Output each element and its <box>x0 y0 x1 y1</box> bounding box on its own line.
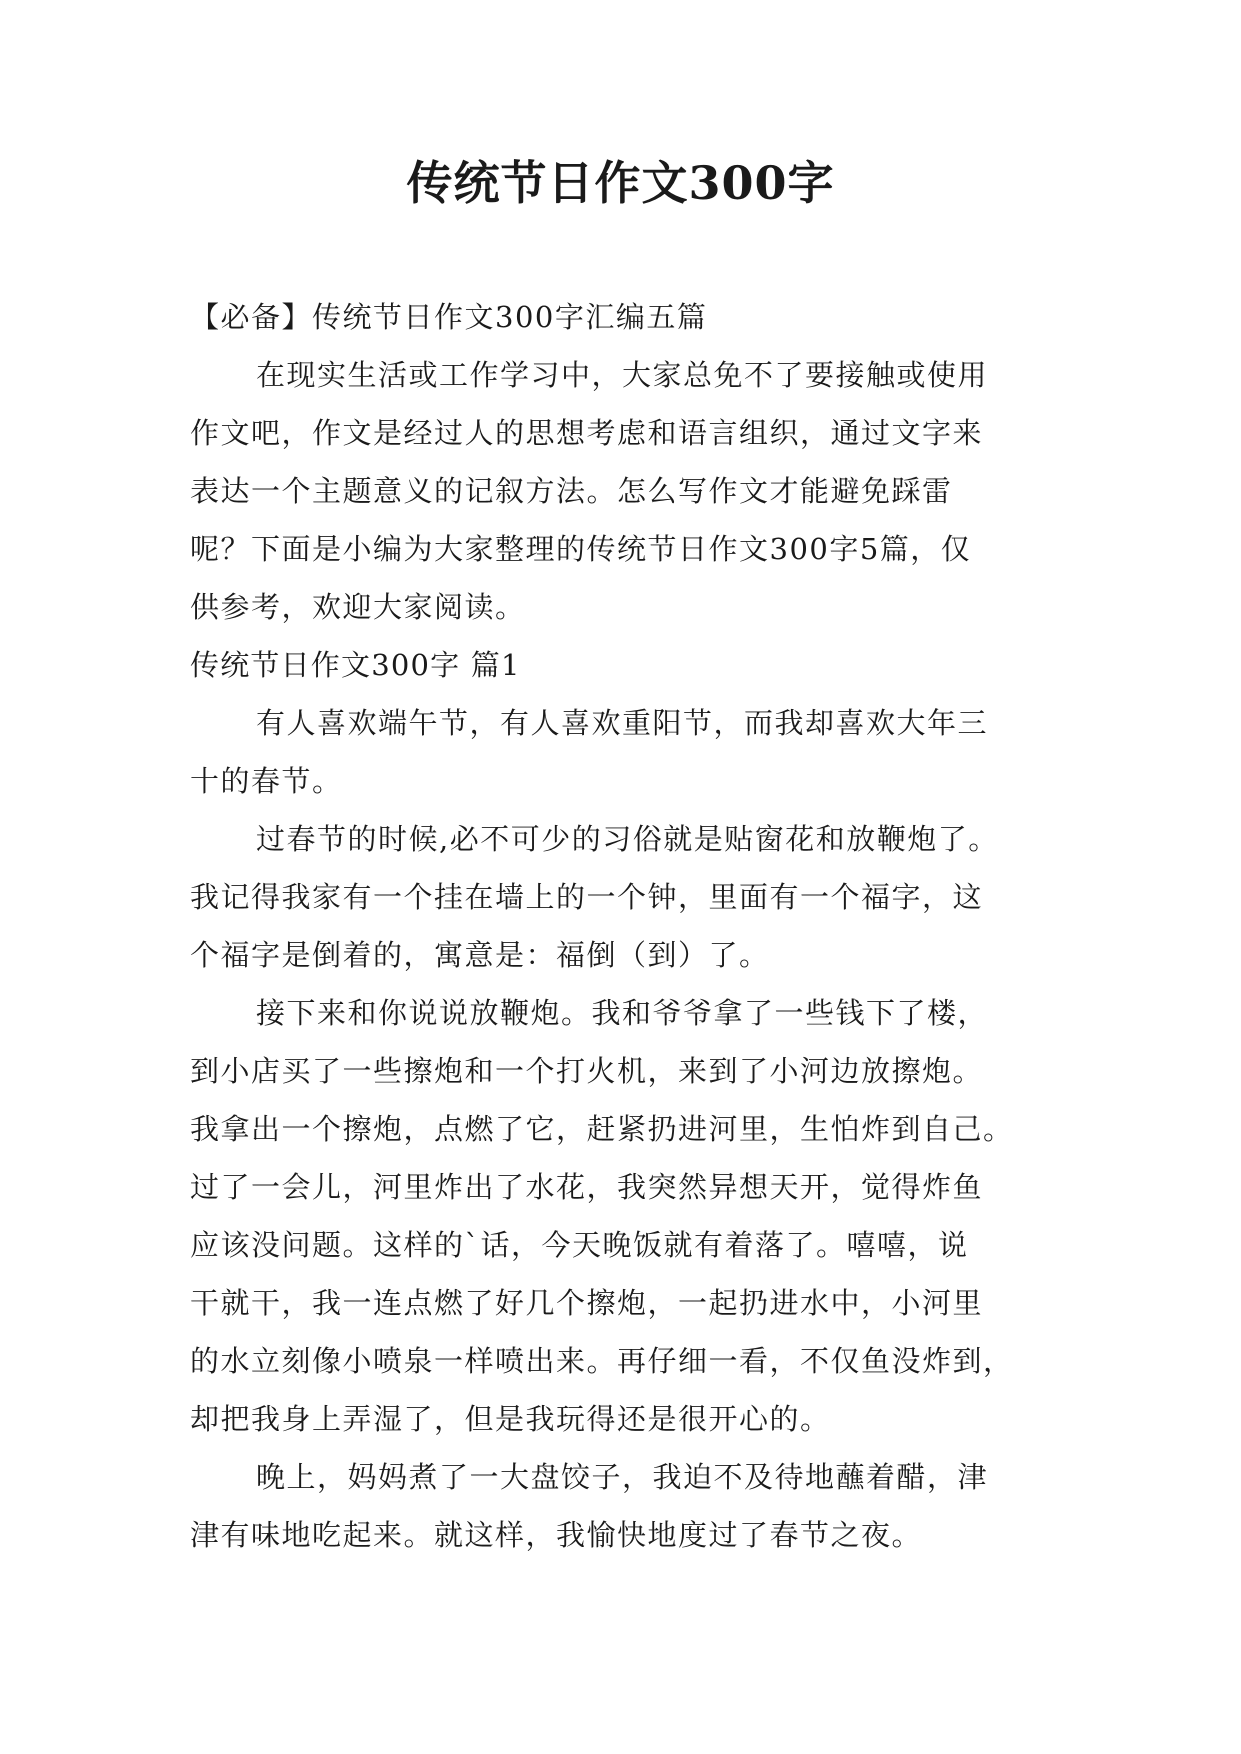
text-line: 应该没问题。这样的`话，今天晚饭就有着落了。嘻嘻，说 <box>190 1228 969 1262</box>
text-line: 有人喜欢端午节，有人喜欢重阳节，而我却喜欢大年三 <box>256 706 989 740</box>
paragraph <box>190 810 1052 984</box>
text-line: 津有味地吃起来。就这样，我愉快地度过了春节之夜。 <box>190 1518 923 1552</box>
section-heading: 传统节日作文300字 篇1 <box>190 648 521 682</box>
text-line: 接下来和你说说放鞭炮。我和爷爷拿了一些钱下了楼， <box>256 996 989 1030</box>
text-line: 的水立刻像小喷泉一样喷出来。再仔细一看，不仅鱼没炸到， <box>190 1344 1014 1378</box>
text-line: 到小店买了一些擦炮和一个打火机，来到了小河边放擦炮。 <box>190 1054 984 1088</box>
text-line: 过春节的时候,必不可少的习俗就是贴窗花和放鞭炮了。 <box>256 822 999 856</box>
text-line: 却把我身上弄湿了，但是我玩得还是很开心的。 <box>190 1402 831 1436</box>
text-line: 晚上，妈妈煮了一大盘饺子，我迫不及待地蘸着醋，津 <box>256 1460 989 1494</box>
document-subtitle: 【必备】传统节日作文300字汇编五篇 <box>190 300 708 334</box>
text-line: 干就干，我一连点燃了好几个擦炮，一起扔进水中，小河里 <box>190 1286 984 1320</box>
document-title: 传统节日作文300字 <box>406 156 835 210</box>
paragraph <box>190 1448 1052 1564</box>
intro-paragraph <box>190 346 1052 636</box>
paragraph <box>190 694 1052 810</box>
text-line: 过了一会儿，河里炸出了水花，我突然异想天开，觉得炸鱼 <box>190 1170 984 1204</box>
text-line: 十的春节。 <box>190 764 343 798</box>
document-body <box>190 288 1052 1564</box>
text-line: 我记得我家有一个挂在墙上的一个钟，里面有一个福字，这 <box>190 880 984 914</box>
text-line: 呢？下面是小编为大家整理的传统节日作文300字5篇，仅 <box>190 532 972 566</box>
text-line: 个福字是倒着的，寓意是：福倒（到）了。 <box>190 938 770 972</box>
text-line: 我拿出一个擦炮，点燃了它，赶紧扔进河里，生怕炸到自己。 <box>190 1112 1014 1146</box>
paragraph <box>190 984 1052 1448</box>
text-line: 作文吧，作文是经过人的思想考虑和语言组织，通过文字来 <box>190 416 984 450</box>
text-line: 在现实生活或工作学习中，大家总免不了要接触或使用 <box>256 358 989 392</box>
text-line: 供参考，欢迎大家阅读。 <box>190 590 526 624</box>
text-line: 表达一个主题意义的记叙方法。怎么写作文才能避免踩雷 <box>190 474 953 508</box>
